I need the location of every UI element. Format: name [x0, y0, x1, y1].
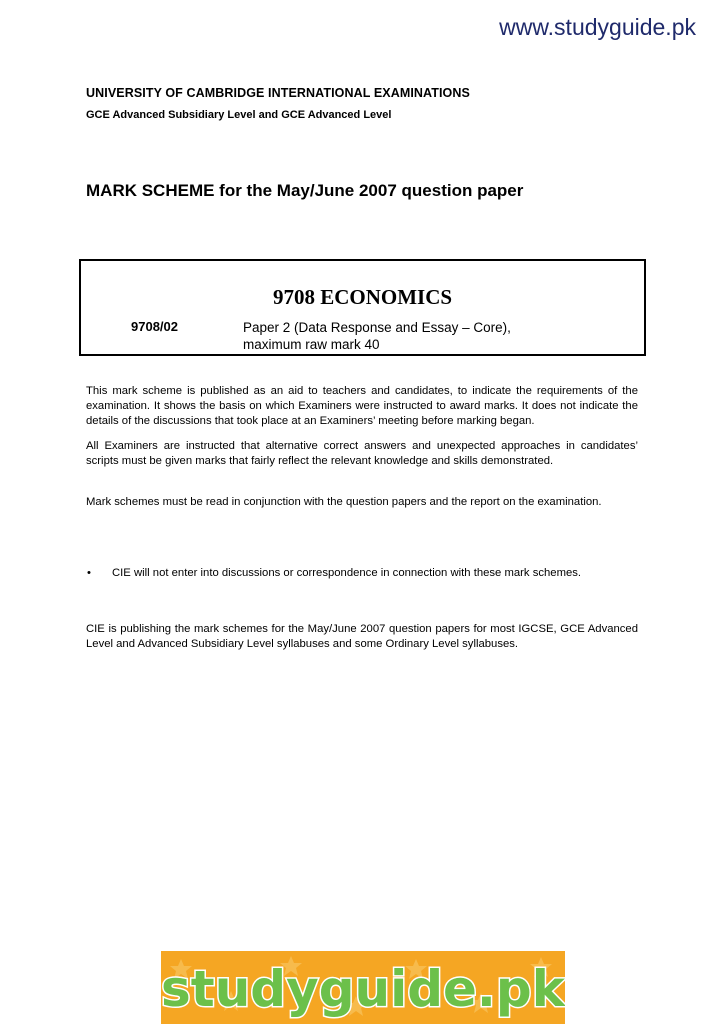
paper-description: [243, 319, 623, 353]
intro-paragraph: This mark scheme is published as an aid to teachers and candidates, to indicate the requirements of the examination. It shows the basis on which Examiners were instructed to award marks. It does not indicate the details of the discussions that took place at an Examiners’ meeting before marking began.: [86, 385, 638, 428]
paper-code: 9708/02: [131, 319, 178, 334]
studyguide-logo: [161, 951, 565, 1024]
studyguide-logo-graphic: [161, 951, 565, 1024]
subject-box: [79, 259, 646, 356]
examiners-paragraph: All Examiners are instructed that alternative correct answers and unexpected approaches in candidates’ scripts must be given marks that fairly reflect the relevant knowledge and skills demonstrated.: [86, 440, 638, 468]
watermark-url: www.studyguide.pk: [499, 14, 696, 40]
conjunction-paragraph: Mark schemes must be read in conjunction with the question papers and the report on the examination.: [86, 496, 602, 508]
subject-title: 9708 ECONOMICS: [272, 285, 453, 309]
qualification-level: GCE Advanced Subsidiary Level and GCE Advanced Level: [86, 109, 392, 121]
bullet-text: CIE will not enter into discussions or correspondence in connection with these mark schemes.: [112, 567, 582, 579]
publishing-paragraph: CIE is publishing the mark schemes for the May/June 2007 question papers for most IGCSE, GCE Advanced Level and Advanced Subsidiary Level syllabuses and some Ordinary Level syllabuses.: [86, 623, 638, 651]
bullet-icon: •: [87, 567, 91, 579]
paper-description-line-2: maximum raw mark 40: [243, 337, 380, 352]
studyguide-logo-text: studyguide.pk: [161, 960, 565, 1018]
paper-description-line-1: Paper 2 (Data Response and Essay – Core),: [243, 320, 511, 335]
mark-scheme-title: MARK SCHEME for the May/June 2007 question paper: [86, 181, 524, 200]
organization-name: UNIVERSITY OF CAMBRIDGE INTERNATIONAL EXAMINATIONS: [86, 86, 470, 100]
